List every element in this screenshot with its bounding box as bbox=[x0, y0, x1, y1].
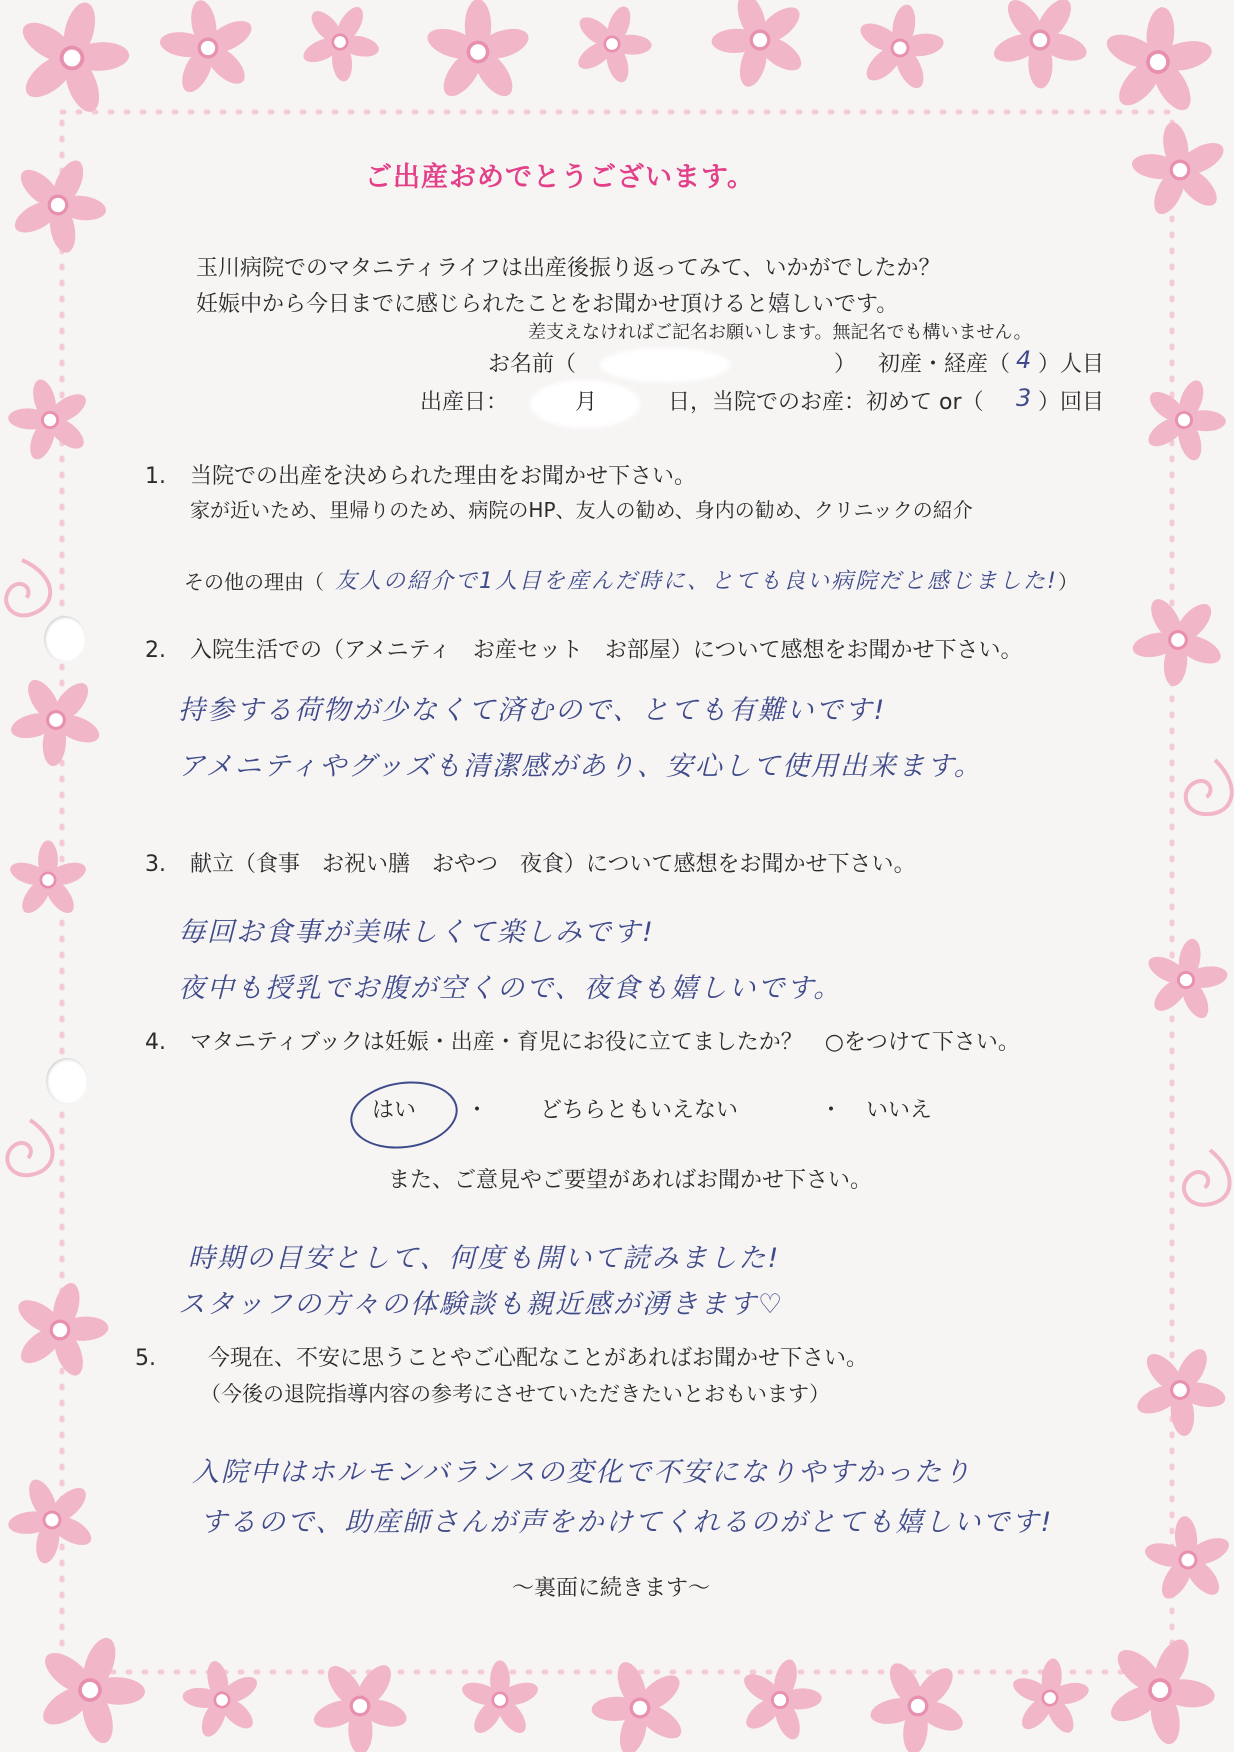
q3-question: 献立（食事 お祝い膳 おやつ 夜食）について感想をお聞かせ下さい。 bbox=[190, 852, 916, 877]
q4-answer-line-2: スタッフの方々の体験談も親近感が湧きます♡ bbox=[178, 1289, 785, 1320]
q2-answer-line-2: アメニティやグッズも清潔感があり、安心して使用出来ます。 bbox=[178, 751, 983, 782]
month-label: 月 bbox=[575, 390, 598, 415]
q5-answer-line-2: するので、助産師さんが声をかけてくれるのがとても嬉しいです! bbox=[200, 1507, 1054, 1538]
q4-number: 4. bbox=[145, 1030, 166, 1055]
name-label: お名前（ bbox=[488, 352, 577, 377]
intro-line-3: 差支えなければご記名お願いします。無記名でも構いません。 bbox=[528, 322, 1032, 343]
continued-on-back: ～裏面に続きます～ bbox=[512, 1576, 711, 1601]
intro-line-2: 妊娠中から今日までに感じられたことをお聞かせ頂けると嬉しいです。 bbox=[196, 292, 899, 317]
times-value: 3 bbox=[1016, 384, 1034, 412]
q4-choice-neutral[interactable]: どちらともいえない bbox=[540, 1098, 739, 1123]
q4-answer-line-1: 時期の目安として、何度も開いて読みました! bbox=[188, 1243, 781, 1274]
q1-number: 1. bbox=[145, 464, 166, 489]
q3-number: 3. bbox=[145, 852, 166, 877]
q2-number: 2. bbox=[145, 638, 166, 663]
q1-other-answer: 友人の紹介で1人目を産んだ時に、とても良い病院だと感じました! bbox=[335, 569, 1058, 594]
redacted-name bbox=[600, 348, 730, 382]
q2-question: 入院生活での（アメニティ お産セット お部屋）について感想をお聞かせ下さい。 bbox=[190, 638, 1023, 663]
parity-label-pre: 初産・経産（ bbox=[878, 352, 1011, 377]
q4-separator-2: ・ bbox=[820, 1098, 843, 1123]
q3-answer-line-1: 毎回お食事が美味しくて楽しみです! bbox=[178, 917, 655, 948]
page-title: ご出産おめでとうございます。 bbox=[365, 162, 755, 193]
q5-note: （今後の退院指導内容の参考にさせていただきたいとおもいます） bbox=[200, 1382, 830, 1406]
parity-label-post: ）人目 bbox=[1038, 352, 1105, 377]
q3-answer-line-2: 夜中も授乳でお腹が空くので、夜食も嬉しいです。 bbox=[178, 973, 843, 1004]
name-close: ） bbox=[834, 352, 857, 377]
q4-choice-yes[interactable]: はい bbox=[372, 1098, 417, 1123]
q5-question: 今現在、不安に思うことやご心配なことがあればお聞かせ下さい。 bbox=[208, 1346, 869, 1371]
q4-followup: また、ご意見やご要望があればお聞かせ下さい。 bbox=[388, 1168, 873, 1193]
q4-question: マタニティブックは妊娠・出産・育児にお役に立てましたか？ ○をつけて下さい。 bbox=[190, 1030, 1020, 1055]
q1-other-close: ） bbox=[1058, 570, 1078, 594]
q1-options: 家が近いため、里帰りのため、病院のHP、友人の勧め、身内の勧め、クリニックの紹介 bbox=[190, 498, 973, 522]
birth-date-label: 出産日： bbox=[420, 390, 509, 415]
q1-question: 当院での出産を決められた理由をお聞かせ下さい。 bbox=[190, 464, 697, 489]
times-label-post: ）回目 bbox=[1038, 390, 1105, 415]
q5-answer-line-1: 入院中はホルモンバランスの変化で不安になりやすかったり bbox=[192, 1457, 973, 1488]
q1-other-label: その他の理由（ bbox=[184, 570, 324, 594]
punch-hole-top bbox=[44, 616, 86, 662]
q4-choice-no[interactable]: いいえ bbox=[866, 1098, 933, 1123]
q4-separator-1: ・ bbox=[466, 1098, 489, 1123]
intro-line-1: 玉川病院でのマタニティライフは出産後振り返ってみて、いかがでしたか？ bbox=[196, 256, 941, 281]
parity-value: 4 bbox=[1016, 346, 1034, 374]
day-label: 日，当院でのお産：初めて or（ bbox=[668, 390, 984, 415]
punch-hole-bottom bbox=[46, 1058, 88, 1104]
q2-answer-line-1: 持参する荷物が少なくて済むので、とても有難いです! bbox=[178, 695, 887, 726]
q5-number: 5. bbox=[135, 1346, 156, 1371]
